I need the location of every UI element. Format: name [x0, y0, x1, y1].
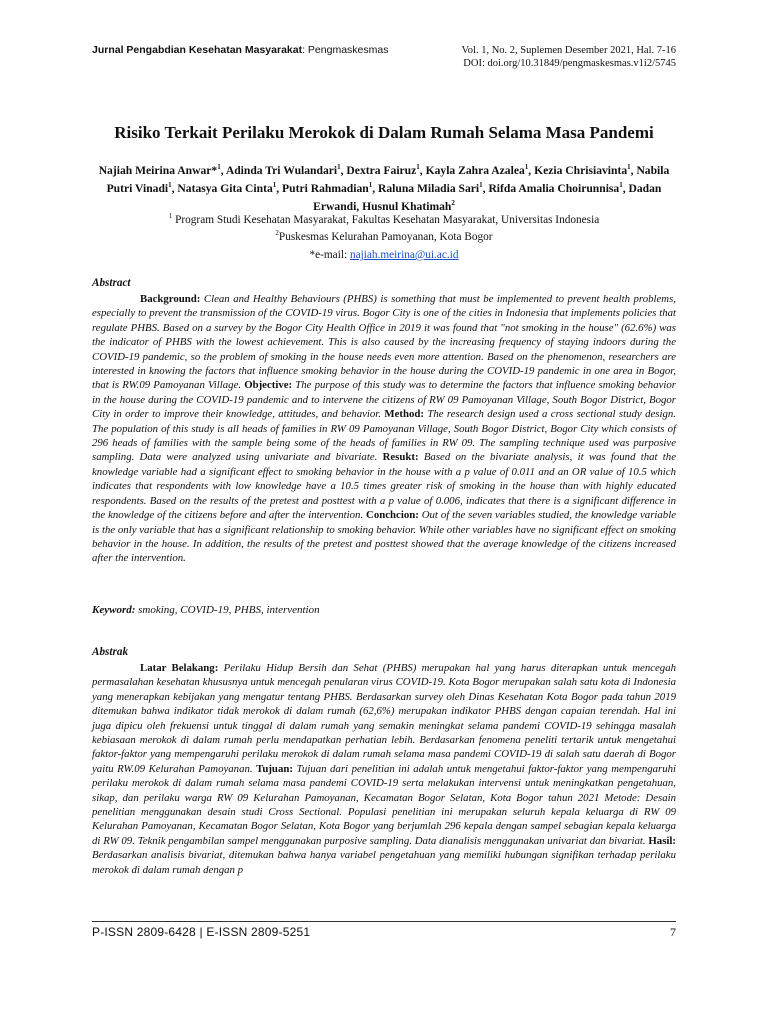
- abstract-english: Background: Clean and Healthy Behaviours (PHBS) is something that must be implemented to prevent health problems, especially to prevent the transmission of the COVID-19 virus. Bogor City is one of the cities in Indonesia that implements policies that regulate PHBS. Based on a survey by the Bogor City Health Office in 2019 it was found that "not smoking in the house" (62.6%) was the indicator of PHBS with the lowest achievement. This is also caused by the increasing frequency of staying indoors during the COVID-19 pandemic, so the problem of smoking in the house needs even more attention. Based on the phenomenon, researchers are interested in knowing the factors that influence smoking behavior in the house during the COVID-19 pandemic in one area in Bogor, that is RW.09 Pamoyanan Village. Objective: The purpose of this study was to determine the factors that influence smoking behavior in the house during the COVID-19 pandemic and to intervene the citizens of RW 09 Pamoyanan Village, South Bogor District, Bogor City in order to improve their knowledge, attitudes, and behavior. Method: The research design used a cross sectional study design. The population of this study is all heads of families in RW 09 Pamoyanan Village, South Bogor District, Bogor City which consists of 296 heads of families with the sample being some of the heads of families in RW 09. The sampling technique used was purposive sampling. Data were analyzed using univariate and bivariate. Resukt: Based on the bivariate analysis, it was found that the knowledge variable had a significant effect to smoking behavior in the house with a p value of 0.011 and an OR value of 10.5 which indicates that respondents with low knowledge have a 10.5 times greater risk of smoking in the house than with highly educated respondents. Based on the results of the pretest and posttest with a p value of 0.006, indicates that there is a significant difference in the knowledge of the citizens before and after the intervention. Conchcion: Out of the seven variables studied, the knowledge variable is the only variable that has a significant relationship to smoking behavior. While other variables have no significant effect on smoking behavior in the house. In addition, the results of the pretest and posttest showed that the average knowledge of the citizens increased after the intervention.: [92, 293, 676, 565]
- journal-doi: DOI: doi.org/10.31849/pengmaskesmas.v1i2/5745: [463, 58, 676, 69]
- author-list: Najiah Meirina Anwar*$^1$, Adinda Tri Wulandari$^1$, Dextra Fairuz$^1$, Kayla Zahra Azalea$^1$, Kezia Chrisiavinta$^1$, Nabila Putri Vinadi$^1$, Natasya Gita Cinta$^1$, Putri Rahmadian$^1$, Raluna Miladia Sari$^1$, Rifda Amalia Choirunnisa$^1$, Dadan Erwandi, Husnul Khatimah$^2$: [98, 163, 670, 213]
- journal-volume: Vol. 1, No. 2, Suplemen Desember 2021, Hal. 7-16: [461, 45, 676, 56]
- affiliation-2: $^2$Puskesmas Kelurahan Pamoyanan, Kota Bogor: [275, 229, 493, 243]
- paper-title: Risiko Terkait Perilaku Merokok di Dalam Rumah Selama Masa Pandemi: [114, 123, 654, 142]
- affiliation-1: $^1$ Program Studi Kesehatan Masyarakat, Fakultas Kesehatan Masyarakat, Universitas Indonesia: [168, 212, 600, 226]
- keywords: Keyword: smoking, COVID-19, PHBS, intervention: [92, 604, 320, 616]
- abstract-heading: Abstract: [92, 277, 131, 289]
- journal-name: Jurnal Pengabdian Kesehatan Masyarakat: Pengmaskesmas: [92, 44, 389, 56]
- footer-divider: [92, 921, 676, 922]
- email-link[interactable]: najiah.meirina@ui.ac.id: [349, 249, 459, 261]
- abstract-indonesian: Latar Belakang: Perilaku Hidup Bersih dan Sehat (PHBS) merupakan hal yang harus diterapkan untuk mencegah permasalahan kesehatan khususnya untuk mencegah penularan virus COVID-19. Kota Bogor merupakan salah satu kota di Indonesia yang menerapkan kebijakan yang mengatur tentang PHBS. Berdasarkan survey oleh Dinas Kesehatan Kota Bogor pada tahun 2019 ditemukan bahwa indikator tidak merokok di dalam rumah (62,6%) merupakan indikator PHBS dengan capaian terendah. Hal ini juga dipicu oleh frekuensi untuk tinggal di dalam rumah yang semakin meningkat selama pandemi COVID-19 sehingga masalah kebiasaan merokok di dalam rumah perlu mendapatkan perhatian lebih. Berdasarkan fenomena peneliti tertarik untuk mengetahui faktor-faktor yang mempengaruhi perilaku merokok di dalam rumah selama masa pandemi COVID-19 di salah satu daerah di Bogor yaitu RW.09 Kelurahan Pamoyanan. Tujuan: Tujuan dari penelitian ini adalah untuk mengetahui faktor-faktor yang mempengaruhi perilaku merokok di dalam rumah selama masa pandemi COVID-19 serta melakukan intervensi untuk meningkatkan pengetahuan, sikap, dan perilaku warga RW 09 Kelurahan Pamoyanan, Kecamatan Bogor Selatan, Kota Bogor tahun 2021 Metode: Desain penelitian menggunakan desain studi Cross Sectional. Populasi penelitian ini merupakan seluruh kepala keluarga di RW 09 Kelurahan Pamoyanan, Kecamatan Bogor Selatan, Kota Bogor yang berjumlah 296 kepala dengan sampel sebagian kepala keluarga di RW 09. Teknik pengambilan sampel menggunakan purposive sampling. Data dianalisis menggunakan univariat dan bivariat. Hasil: Berdasarkan analisis bivariat, ditemukan bahwa hanya variabel pengetahuan yang memiliki hubungan signifikan terhadap perilaku merokok di dalam rumah dengan p: [92, 662, 677, 876]
- abstrak-heading: Abstrak: [92, 646, 129, 658]
- issn-footer: P-ISSN 2809-6428 | E-ISSN 2809-5251: [92, 925, 311, 939]
- page-number: 7: [670, 925, 676, 939]
- corresponding-email: *e-mail: najiah.meirina@ui.ac.id: [309, 249, 459, 261]
- journal-header: [92, 44, 676, 70]
